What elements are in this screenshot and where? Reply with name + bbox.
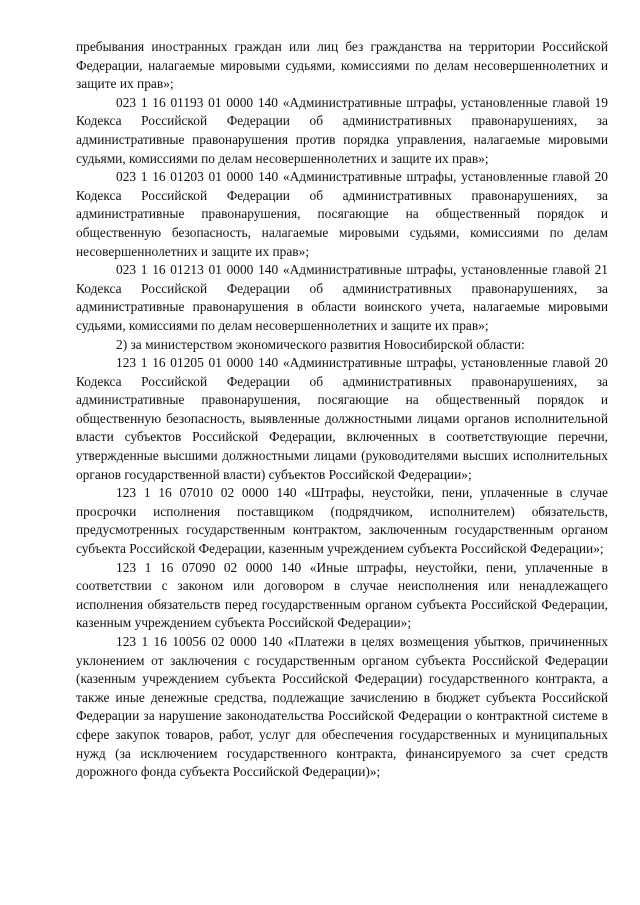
paragraph-123-10056: 123 1 16 10056 02 0000 140 «Платежи в целях возмещения убытков, причиненных уклонением от заключения с государственным органом субъекта Российской Федерации (казенным учреждением субъекта Российской Федерации) государственного контракта, а также иные денежные средства, подлежащие зачислению в бюджет субъекта Российской Федерации за нарушение законодательства Российской Федерации о контрактной системе в сфере закупок товаров, работ, услуг для обеспечения государственных и муниципальных нужд (за исключением государственного контракта, финансируемого за счет средств дорожного фонда субъекта Российской Федерации)»; [76, 634, 608, 780]
paragraph-123-07090: 123 1 16 07090 02 0000 140 «Иные штрафы, неустойки, пени, уплаченные в соответствии с законом или договором в случае неисполнения или ненадлежащего исполнения обязательств перед государственным органом субъекта Российской Федерации, казенным учреждением субъекта Российской Федерации»; [76, 559, 608, 631]
paragraph-023-01203: 023 1 16 01203 01 0000 140 «Административные штрафы, установленные главой 20 Кодекса Российской Федерации об административных правонарушениях, за административные правонарушения, посягающие на общественный порядок и общественную безопасность, налагаемые мировыми судьями, комиссиями по делам несовершеннолетних и защите их прав»; [76, 169, 608, 259]
paragraph-123-01205: 123 1 16 01205 01 0000 140 «Административные штрафы, установленные главой 20 Кодекса Российской Федерации об административных правонарушениях, за административные правонарушения, посягающие на общественный порядок и общественную безопасность, выявленные должностными лицами органов исполнительной власти субъектов Российской Федерации, включенных в соответствующие перечни, утвержденные высшими должностными лицами (руководителями высших исполнительных органов государственной власти) субъектов Российской Федерации»; [76, 355, 608, 482]
paragraph-023-01213: 023 1 16 01213 01 0000 140 «Административные штрафы, установленные главой 21 Кодекса Российской Федерации об административных правонарушениях, за административные правонарушения в области воинского учета, налагаемые мировыми судьями, комиссиями по делам несовершеннолетних и защите их прав»; [76, 262, 608, 333]
paragraph-ministry-heading: 2) за министерством экономического развития Новосибирской области: [116, 336, 525, 352]
paragraph-continuation: пребывания иностранных граждан или лиц без гражданства на территории Российской Федерации, налагаемые мировыми судьями, комиссиями по делам несовершеннолетних и защите их прав»; [76, 39, 608, 92]
paragraph-023-01193: 023 1 16 01193 01 0000 140 «Административные штрафы, установленные главой 19 Кодекса Российской Федерации об административных правонарушениях, за административные правонарушения против порядка управления, налагаемые мировыми судьями, комиссиями по делам несовершеннолетних и защите их прав»; [76, 94, 608, 166]
paragraph-123-07010: 123 1 16 07010 02 0000 140 «Штрафы, неустойки, пени, уплаченные в случае просрочки исполнения поставщиком (подрядчиком, исполнителем) обязательств, предусмотренных государственным контрактом, заключенным государственным органом субъекта Российской Федерации, казенным учреждением субъекта Российской Федерации»; [76, 485, 608, 557]
document-page [76, 38, 608, 782]
